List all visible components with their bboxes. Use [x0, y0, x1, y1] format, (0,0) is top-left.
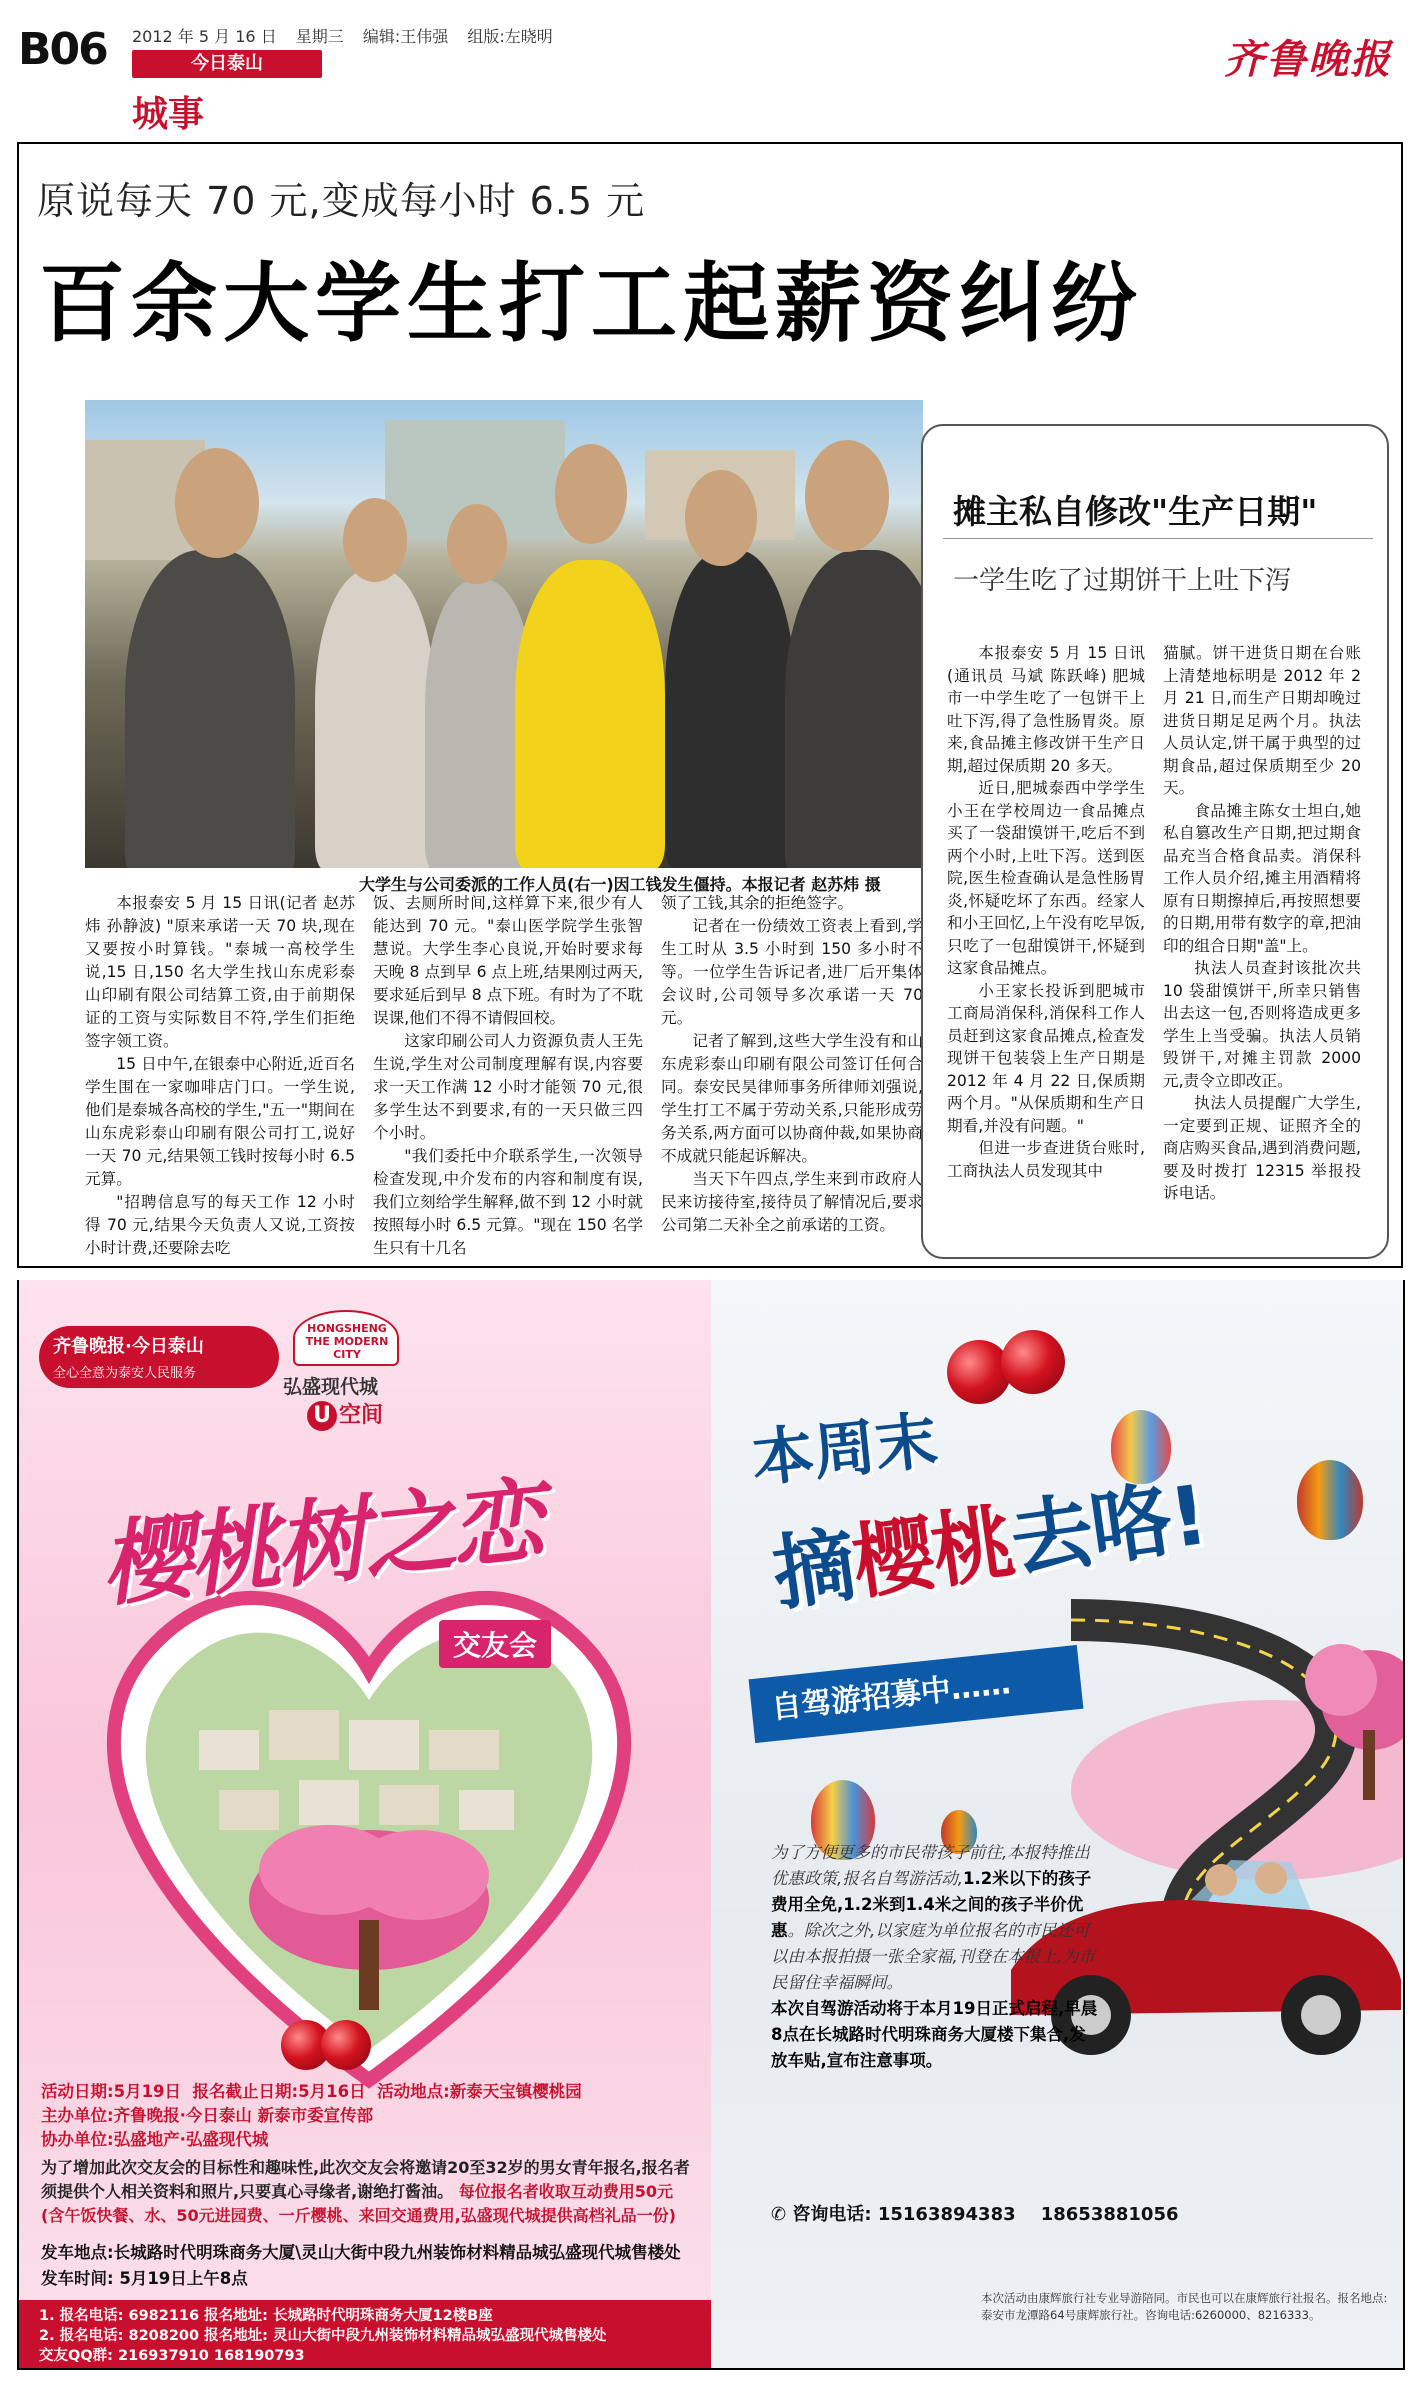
mall-logo-icon [293, 1310, 399, 1366]
article-paragraph: 记者在一份绩效工资表上看到,学生工时从 3.5 小时到 150 多小时不等。一位学生告诉记者,进厂后开集体会议时,公司领导多次承诺一天 70 元。 [661, 917, 923, 1027]
cherry-dating-ad [17, 1280, 711, 2370]
departure-time: 发车时间: 5月19日上午8点 [41, 2269, 248, 2288]
co-organizer-value: 弘盛地产·弘盛现代城 [113, 2130, 269, 2149]
phone-icon: ✆ [771, 2204, 787, 2225]
article-column-2 [373, 892, 643, 1260]
ad-title-go: 去咯! [1005, 1468, 1212, 1590]
page-header [14, 10, 1404, 135]
photo-person [315, 570, 435, 868]
article-paragraph: 本报泰安 5 月 15 日讯(记者 赵苏炜 孙静波) "原来承诺一天 70 块,现在又要按小时算钱。"泰城一高校学生说,15 日,150 名大学生找山东虎彩泰山印刷有限公司结算工资,由于前期保证的工资与实际数目不符,学生们拒绝签字领工资。 [85, 894, 355, 1050]
ad-title-weekend: 本周末 [748, 1403, 941, 1496]
layout-credit: 组版:左晓明 [467, 27, 553, 46]
newspaper-badge [39, 1326, 279, 1388]
issue-meta [132, 24, 567, 47]
badge-title: 齐鲁晚报·今日泰山 [53, 1336, 204, 1357]
badge-slogan: 全心全意为泰安人民服务 [53, 1366, 197, 1381]
issue-date: 2012 年 5 月 16 日 [132, 27, 277, 46]
sidebar-paragraph: 执法人员提醒广大学生,一定要到正规、证照齐全的商店购买食品,遇到消费问题,要及时拨打 12315 举报投诉电话。 [1163, 1094, 1361, 1202]
ad-body-schedule: 本次自驾游活动将于本月19日正式启程,早晨8点在长城路时代明珠商务大厦楼下集合,发放车贴,宣布注意事项。 [771, 1999, 1098, 2070]
ad-subtitle: 交友会 [439, 1620, 551, 1668]
sidebar-paragraph: 猫腻。饼干进货日期在台账上清楚地标明是 2012 年 2 月 21 日,而生产日期却晚过进货日期足足两个月。执法人员认定,饼干属于典型的过期食品,超过保质期至少 20 天。 [1163, 644, 1361, 797]
event-info [41, 2080, 691, 2152]
u-letter-icon: U [307, 1401, 337, 1431]
sidebar-column-1 [947, 642, 1145, 1182]
article-paragraph: 当天下午四点,学生来到市政府人民来访接待室,接待员了解情况后,要求公司第二天补全之前承诺的工资。 [661, 1170, 923, 1234]
sidebar-paragraph: 小王家长投诉到肥城市工商局消保科,消保科工作人员赶到这家食品摊点,检查发现饼干包装袋上生产日期是 2012 年 4 月 22 日,保质期两个月。"从保质期和生产日期看,并没有问题。" [947, 981, 1145, 1135]
photo-person-head [343, 498, 407, 582]
description-text: 为了增加此次交友会的目标性和趣味性,此次交友会将邀请20至32岁的男女青年报名,报名者须提供个人相关资料和照片,只要真心寻缘者,谢绝打酱油。 [41, 2158, 690, 2201]
ad-body-discount: 1.2米以下的孩子费用全免,1.2米到1.4米之间的孩子半价优惠 [771, 1869, 1092, 1940]
sidebar-article [921, 424, 1389, 1259]
fee-text: 每位报名者收取互动费用50元(含午饭快餐、水、50元进园费、一斤樱桃、来回交通费用,弘盛现代城提供高档礼品一份) [41, 2182, 676, 2225]
co-organizer-label: 协办单位: [41, 2130, 114, 2149]
departure-place: 发车地点:长城路时代明珠商务大厦\灵山大街中段九州装饰材料精品城弘盛现代城售楼处 [41, 2243, 681, 2262]
article-paragraph: 记者了解到,这些大学生没有和山东虎彩泰山印刷有限公司签订任何合同。泰安民昊律师事务所律师刘强说,学生打工不属于劳动关系,只能形成劳务关系,两方面可以协商仲裁,如果协商不成就只能起诉解决。 [661, 1032, 923, 1165]
cherry-picking-ad [711, 1280, 1405, 2370]
photo-person [125, 550, 295, 868]
mall-logo-text: HONGSHENG THE MODERN CITY [305, 1322, 389, 1361]
photo-caption: 大学生与公司委派的工作人员(右一)因工钱发生僵持。本报记者 赵苏炜 摄 [359, 875, 881, 894]
recruit-banner: 自驾游招募中…… [749, 1645, 1084, 1743]
ad-title-pick: 摘 [767, 1517, 860, 1623]
photo-person-head [555, 444, 627, 544]
agency-fine-print: 本次活动由康辉旅行社专业导游陪同。市民也可以在康辉旅行社报名。报名地点:泰安市龙潭路64号康辉旅行社。咨询电话:6260000、8216333。 [981, 2291, 1388, 2322]
ad-title-cherry: 樱桃 [846, 1495, 1019, 1612]
section-name: 城事 [132, 94, 205, 135]
departure-info [41, 2240, 701, 2292]
heart-frame-icon [79, 1540, 659, 2100]
article-headline: 百余大学生打工起薪资纠纷 [39, 254, 1143, 354]
sidebar-title: 摊主私自修改"生产日期" [953, 492, 1318, 531]
article-kicker: 原说每天 70 元,变成每小时 6.5 元 [37, 179, 646, 223]
ad-body-intro: 为了方便更多的市民带孩子前往,本报特推出优惠政策,报名自驾游活动, [771, 1843, 1090, 1888]
sidebar-subtitle: 一学生吃了过期饼干上吐下泻 [953, 566, 1292, 596]
sidebar-divider [943, 538, 1373, 539]
phone-number-2: 18653881056 [1040, 2204, 1179, 2225]
photo-person-head [175, 448, 259, 558]
sidebar-paragraph: 本报泰安 5 月 15 日讯(通讯员 马斌 陈跃峰) 肥城市一中学生吃了一包饼干上吐下泻,得了急性肠胃炎。原来,食品摊主修改饼干生产日期,超过保质期 20 多天。 [947, 644, 1145, 775]
newspaper-logo: 齐鲁晚报 [1224, 36, 1392, 83]
sidebar-paragraph: 近日,肥城泰西中学学生小王在学校周边一食品摊点买了一袋甜馍饼干,吃后不到两个小时,上吐下泻。送到医院,医生检查确认是急性肠胃炎,怀疑吃坏了东西。经家人和小王回忆,上午没有吃早饭,只吃了一包甜馍饼干,怀疑到这家食品摊点。 [947, 779, 1145, 977]
ad-body-photo: 。除次之外,以家庭为单位报名的市民还可以由本报拍摄一张全家福,刊登在本报上,为市民留住幸福瞬间。 [771, 1921, 1095, 1992]
photo-person [665, 550, 795, 868]
cherry-icon [321, 2020, 371, 2070]
photo-person [515, 560, 665, 868]
sidebar-column-2 [1163, 642, 1361, 1205]
article-column-1 [85, 892, 355, 1260]
article-paragraph: 这家印刷公司人力资源负责人王先生说,学生对公司制度理解有误,内容要求一天工作满 12 小时才能领 70 元,很多学生达不到要求,有的一天只做三四个小时。 [373, 1032, 643, 1142]
cherry-icon [1001, 1330, 1065, 1394]
sidebar-paragraph: 但进一步查进货台账时,工商执法人员发现其中 [947, 1139, 1145, 1180]
article-paragraph: "我们委托中介联系学生,一次领导检查发现,中介发布的内容和制度有误,我们立刻给学生解释,做不到 12 小时就按照每小时 6.5 元算。"现在 150 名学生只有十几名 [373, 1147, 643, 1257]
section-tag: 今日泰山 [132, 50, 322, 78]
hot-air-balloon-icon [1297, 1460, 1363, 1540]
registration-line-1: 1. 报名电话: 6982116 报名地址: 长城路时代明珠商务大厦12楼B座 [39, 2308, 493, 2324]
article-paragraph: "招聘信息写的每天工作 12 小时得 70 元,结果今天负责人又说,工资按小时计费,还要除去吃 [85, 1193, 355, 1257]
phone-number-1: 15163894383 [877, 2204, 1016, 2225]
article-paragraph: 15 日中午,在银泰中心附近,近百名学生围在一家咖啡店门口。一学生说,他们是泰城各高校的学生,"五一"期间在山东虎彩泰山印刷有限公司打工,说好一天 70 元,结果领工钱时按每小时 6.5 元算。 [85, 1055, 355, 1188]
photo-person-head [685, 470, 757, 566]
qq-group: 交友QQ群: 216937910 168190793 [39, 2348, 305, 2364]
organizer-label: 主办单位: [41, 2106, 114, 2125]
registration-bar [19, 2300, 711, 2368]
event-date: 活动日期:5月19日 [41, 2082, 182, 2101]
photo-person-head [447, 504, 507, 584]
ad-body-text [771, 1840, 1101, 2074]
u-space-label: 空间 [339, 1403, 384, 1428]
mall-name: 弘盛现代城 [283, 1376, 379, 1398]
news-photo [85, 400, 923, 868]
article-paragraph: 饭、去厕所时间,这样算下来,很少有人能达到 70 元。"泰山医学院学生张智慧说。大学生李心良说,开始时要求每天晚 8 点到早 6 点上班,结果刚过两天,要求延后到早 8 点下班。有时为了不耽误课,他们不得不请假回校。 [373, 894, 643, 1027]
sidebar-paragraph: 食品摊主陈女士坦白,她私自篡改生产日期,把过期食品充当合格食品卖。消保科工作人员介绍,摊主用酒精将原有日期擦掉后,再按照想要的日期,用带有数字的章,把油印的组合日期"盖"上。 [1163, 801, 1361, 955]
sidebar-paragraph: 执法人员查封该批次共 10 袋甜馍饼干,所幸只销售出去这一包,否则将造成更多学生上当受骗。执法人员销毁饼干,对摊主罚款 2000 元,责令立即改正。 [1163, 959, 1361, 1090]
news-block [17, 142, 1403, 1268]
u-space-logo [307, 1398, 383, 1431]
event-location: 活动地点:新泰天宝镇樱桃园 [377, 2082, 582, 2101]
article-paragraph: 领了工钱,其余的拒绝签字。 [661, 894, 854, 912]
photo-person [785, 550, 923, 868]
article-column-3 [661, 892, 923, 1237]
issue-weekday: 星期三 [295, 27, 344, 46]
registration-line-2: 2. 报名电话: 8208200 报名地址: 灵山大街中段九州装饰材料精品城弘盛现代城售楼处 [39, 2328, 607, 2344]
event-description [41, 2156, 691, 2228]
signup-deadline: 报名截止日期:5月16日 [192, 2082, 366, 2101]
cherry-icon [947, 1340, 1011, 1404]
ad-script-title: 樱桃树之恋 [95, 1466, 545, 1620]
photo-person-head [805, 440, 889, 552]
phone-label: 咨询电话: [792, 2204, 872, 2225]
page-number: B06 [18, 24, 107, 75]
organizer-value: 齐鲁晚报·今日泰山 新泰市委宣传部 [113, 2106, 374, 2125]
editor-credit: 编辑:王伟强 [362, 27, 449, 46]
contact-phone [771, 2200, 1179, 2226]
